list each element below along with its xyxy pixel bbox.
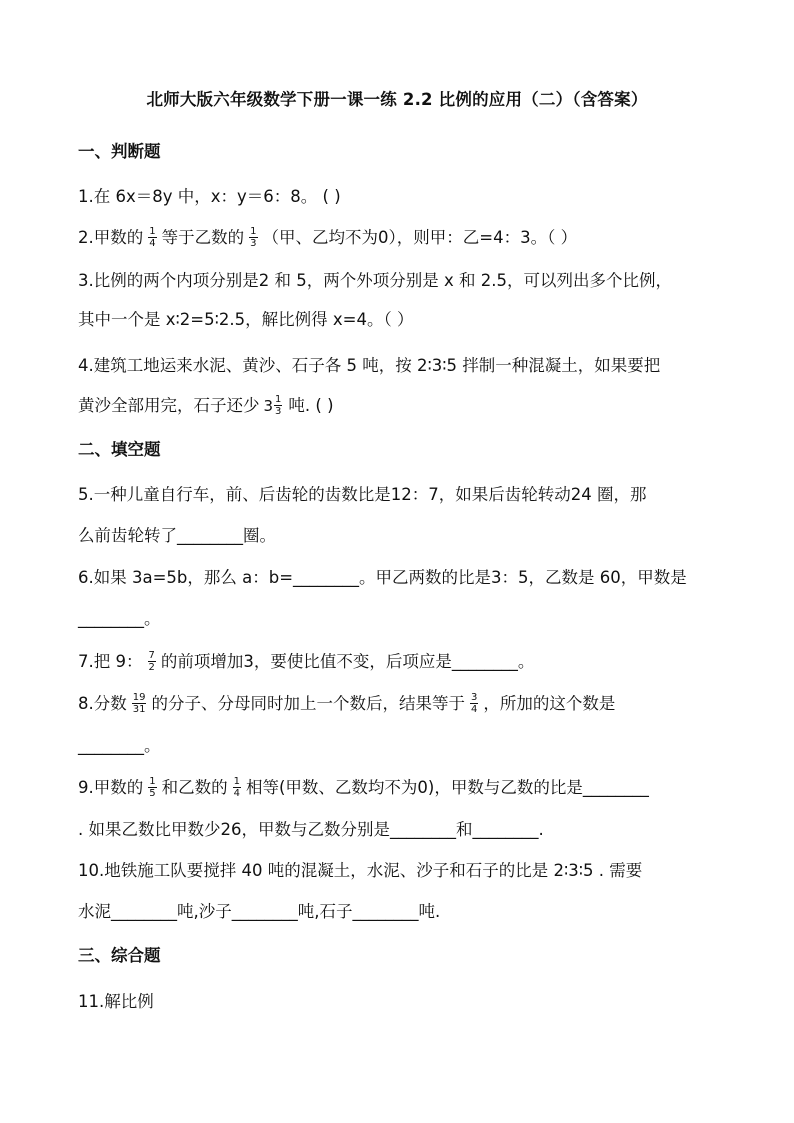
question-4-line-2	[78, 395, 728, 418]
question-7-text-a: 7.把 9：	[78, 652, 143, 671]
question-2-text-c: （甲、乙均不为0），则甲：乙=4：3。（ ）	[262, 228, 578, 247]
question-2	[78, 227, 728, 250]
question-6-line-1: 6.如果 3a=5b，那么 a：b=________。甲乙两数的比是3：5，乙数是 60，甲数是	[78, 568, 687, 587]
question-10-line-1: 10.地铁施工队要搅拌 40 吨的混凝土，水泥、沙子和石子的比是 2∶3∶5 . 需要	[78, 861, 643, 880]
fraction-three-quarters: $\frac{3}{4}$	[470, 692, 478, 715]
mixed-number-three-and-one-third: 3 $\frac{1}{3}$	[263, 394, 282, 417]
question-5-line-1: 5.一种儿童自行车，前、后齿轮的齿数比是12：7，如果后齿轮转动24 圈，那	[78, 485, 647, 504]
section-fill-blank-heading: 二、填空题	[78, 440, 161, 459]
question-4-text-a: 黄沙全部用完，石子还少	[78, 396, 260, 415]
fraction-one-third: $\frac{1}{3}$	[250, 226, 257, 249]
fraction-nineteen-thirty-firsts: $\frac{19}{31}$	[132, 692, 146, 715]
fraction-one-quarter: $\frac{1}{4}$	[149, 226, 156, 249]
question-7	[78, 651, 728, 674]
section-true-false-heading: 一、判断题	[78, 142, 161, 161]
question-11: 11.解比例	[78, 992, 154, 1011]
question-8-text-a: 8.分数	[78, 694, 127, 713]
question-9-text-a: 9.甲数的	[78, 778, 144, 797]
question-4-line-1: 4.建筑工地运来水泥、黄沙、石子各 5 吨，按 2∶3∶5 拌制一种混凝土，如果要把	[78, 356, 661, 375]
question-3-line-1: 3.比例的两个内项分别是2 和 5，两个外项分别是 x 和 2.5，可以列出多个比例，	[78, 271, 672, 290]
section-comprehensive-heading: 三、综合题	[78, 946, 161, 965]
question-8-text-b: 的分子、分母同时加上一个数后，结果等于	[151, 694, 465, 713]
question-9-text-b: 和乙数的	[161, 778, 228, 797]
question-9-text-c: 相等(甲数、乙数均不为0)，甲数与乙数的比是________	[246, 778, 649, 797]
question-2-text-a: 2.甲数的	[78, 228, 144, 247]
fraction-seven-halves: $\frac{7}{2}$	[148, 650, 155, 673]
fraction-one-quarter-2: $\frac{1}{4}$	[233, 776, 240, 799]
question-1: 1.在 6x＝8y 中，x：y＝6：8。 ( )	[78, 187, 341, 206]
fraction-one-fifth: $\frac{1}{5}$	[149, 776, 156, 799]
question-3-line-2: 其中一个是 x∶2=5∶2.5，解比例得 x=4。（ ）	[78, 310, 414, 329]
question-7-text-b: 的前项增加3，要使比值不变，后项应是________。	[160, 652, 535, 671]
question-8-line-1	[78, 693, 728, 716]
question-9-line-1	[78, 777, 728, 800]
question-5-line-2: 么前齿轮转了________圈。	[78, 526, 276, 545]
question-4-text-b: 吨. ( )	[288, 396, 334, 415]
question-9-line-2: . 如果乙数比甲数少26，甲数与乙数分别是________和________.	[78, 820, 544, 839]
question-2-text-b: 等于乙数的	[161, 228, 245, 247]
question-8-line-2: ________。	[78, 736, 161, 755]
question-6-line-2: ________。	[78, 609, 161, 628]
page-title: 北师大版六年级数学下册一课一练 2.2 比例的应用（二）（含答案）	[146, 90, 648, 109]
question-10-line-2: 水泥________吨,沙子________吨,石子________吨.	[78, 902, 441, 921]
question-8-text-c: ，所加的这个数是	[483, 694, 616, 713]
